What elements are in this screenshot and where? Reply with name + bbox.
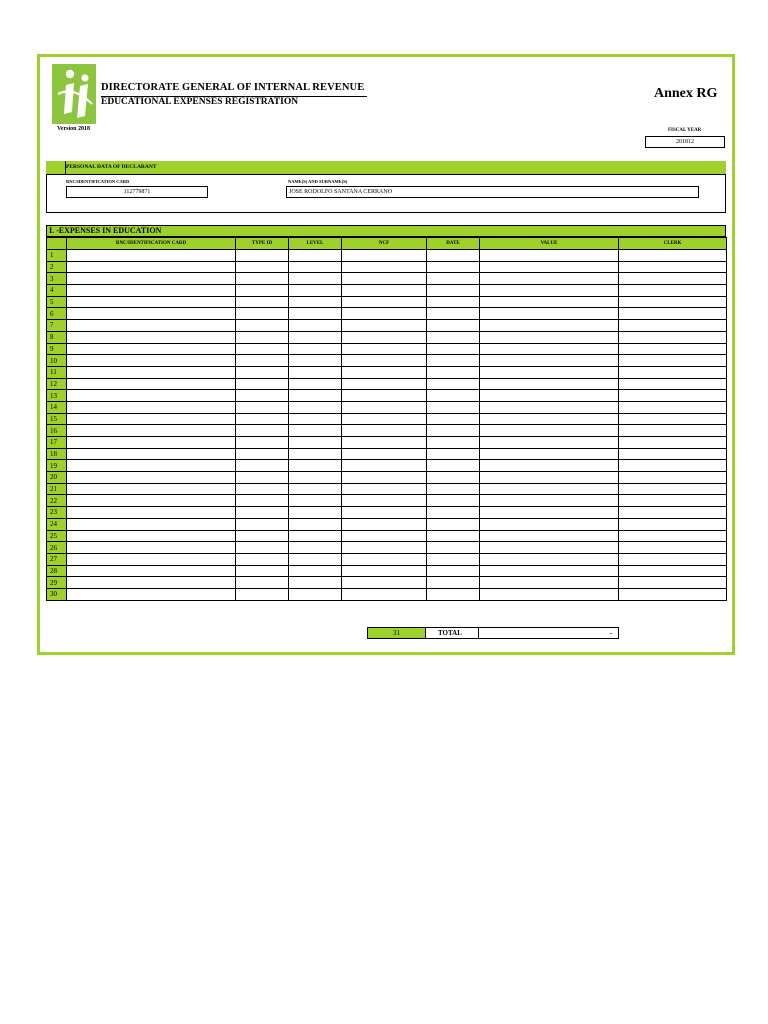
- value-cell[interactable]: [480, 518, 619, 530]
- row-number: 7: [47, 320, 67, 332]
- clerk-cell[interactable]: [619, 261, 727, 273]
- level-cell[interactable]: [289, 437, 342, 449]
- level-cell[interactable]: [289, 296, 342, 308]
- row-number: 18: [47, 448, 67, 460]
- clerk-cell[interactable]: [619, 390, 727, 402]
- clerk-cell[interactable]: [619, 378, 727, 390]
- level-cell[interactable]: [289, 413, 342, 425]
- type-id-cell[interactable]: [236, 366, 289, 378]
- type-id-cell[interactable]: [236, 331, 289, 343]
- ncf-cell[interactable]: [342, 250, 427, 262]
- type-id-cell[interactable]: [236, 437, 289, 449]
- id-cell[interactable]: [67, 273, 236, 285]
- level-cell[interactable]: [289, 507, 342, 519]
- value-cell[interactable]: [480, 425, 619, 437]
- row-number: 27: [47, 553, 67, 565]
- type-id-cell[interactable]: [236, 542, 289, 554]
- value-cell[interactable]: [480, 320, 619, 332]
- table-row: [47, 530, 727, 542]
- expenses-section-title: I. -EXPENSES IN EDUCATION: [46, 225, 726, 237]
- id-cell[interactable]: [67, 320, 236, 332]
- type-id-cell[interactable]: [236, 425, 289, 437]
- date-cell[interactable]: [427, 495, 480, 507]
- level-cell[interactable]: [289, 308, 342, 320]
- table-row: [47, 366, 727, 378]
- form-title: EDUCATIONAL EXPENSES REGISTRATION: [101, 97, 299, 107]
- type-id-cell[interactable]: [236, 448, 289, 460]
- row-number: 26: [47, 542, 67, 554]
- fiscal-year-label: FISCAL YEAR: [668, 128, 702, 133]
- row-number: 23: [47, 507, 67, 519]
- value-cell[interactable]: [480, 495, 619, 507]
- id-cell[interactable]: [67, 390, 236, 402]
- date-cell[interactable]: [427, 448, 480, 460]
- type-id-cell[interactable]: [236, 588, 289, 600]
- date-cell[interactable]: [427, 472, 480, 484]
- id-cell[interactable]: [67, 308, 236, 320]
- value-cell[interactable]: [480, 472, 619, 484]
- table-row: [47, 425, 727, 437]
- clerk-cell[interactable]: [619, 366, 727, 378]
- ncf-cell[interactable]: [342, 285, 427, 297]
- value-cell[interactable]: [480, 553, 619, 565]
- clerk-cell[interactable]: [619, 565, 727, 577]
- row-number: 20: [47, 472, 67, 484]
- type-id-cell[interactable]: [236, 308, 289, 320]
- ncf-cell[interactable]: [342, 437, 427, 449]
- ncf-cell[interactable]: [342, 472, 427, 484]
- date-cell[interactable]: [427, 437, 480, 449]
- ncf-cell[interactable]: [342, 261, 427, 273]
- id-cell[interactable]: [67, 448, 236, 460]
- ncf-cell[interactable]: [342, 553, 427, 565]
- table-row: [47, 507, 727, 519]
- total-label: TOTAL: [426, 627, 479, 639]
- value-cell[interactable]: [480, 483, 619, 495]
- id-cell[interactable]: [67, 588, 236, 600]
- level-cell[interactable]: [289, 553, 342, 565]
- type-id-cell[interactable]: [236, 285, 289, 297]
- col-header-level: LEVEL: [289, 238, 342, 250]
- clerk-cell[interactable]: [619, 577, 727, 589]
- type-id-cell[interactable]: [236, 320, 289, 332]
- clerk-cell[interactable]: [619, 448, 727, 460]
- type-id-cell[interactable]: [236, 296, 289, 308]
- table-row: [47, 448, 727, 460]
- table-row: [47, 495, 727, 507]
- row-number: 10: [47, 355, 67, 367]
- fiscal-year-field[interactable]: 201812: [645, 136, 725, 148]
- clerk-cell[interactable]: [619, 460, 727, 472]
- clerk-cell[interactable]: [619, 588, 727, 600]
- col-header-type-id: TYPE ID: [236, 238, 289, 250]
- table-row: [47, 273, 727, 285]
- row-number: 9: [47, 343, 67, 355]
- type-id-cell[interactable]: [236, 565, 289, 577]
- id-cell[interactable]: [67, 425, 236, 437]
- type-id-cell[interactable]: [236, 378, 289, 390]
- personal-data-title: PERSONAL DATA OF DECLARANT: [66, 161, 726, 175]
- value-cell[interactable]: [480, 273, 619, 285]
- clerk-cell[interactable]: [619, 530, 727, 542]
- value-cell[interactable]: [480, 261, 619, 273]
- id-cell[interactable]: [67, 460, 236, 472]
- type-id-cell[interactable]: [236, 518, 289, 530]
- type-id-cell[interactable]: [236, 250, 289, 262]
- clerk-cell[interactable]: [619, 437, 727, 449]
- id-cell[interactable]: [67, 331, 236, 343]
- level-cell[interactable]: [289, 285, 342, 297]
- date-cell[interactable]: [427, 378, 480, 390]
- col-header-clerk: CLERK: [619, 238, 727, 250]
- value-cell[interactable]: [480, 530, 619, 542]
- value-cell[interactable]: [480, 355, 619, 367]
- table-row: [47, 320, 727, 332]
- row-number: 8: [47, 331, 67, 343]
- date-cell[interactable]: [427, 483, 480, 495]
- table-row: [47, 261, 727, 273]
- ncf-cell[interactable]: [342, 390, 427, 402]
- clerk-cell[interactable]: [619, 308, 727, 320]
- id-cell[interactable]: [67, 495, 236, 507]
- id-cell[interactable]: [67, 401, 236, 413]
- date-cell[interactable]: [427, 331, 480, 343]
- table-row: [47, 553, 727, 565]
- date-cell[interactable]: [427, 530, 480, 542]
- ncf-cell[interactable]: [342, 483, 427, 495]
- value-cell[interactable]: [480, 507, 619, 519]
- clerk-cell[interactable]: [619, 472, 727, 484]
- date-cell[interactable]: [427, 308, 480, 320]
- ncf-cell[interactable]: [342, 320, 427, 332]
- type-id-cell[interactable]: [236, 401, 289, 413]
- value-cell[interactable]: [480, 588, 619, 600]
- row-number: 22: [47, 495, 67, 507]
- table-row: [47, 296, 727, 308]
- ncf-cell[interactable]: [342, 530, 427, 542]
- table-row: [47, 250, 727, 262]
- total-count: 31: [367, 627, 426, 639]
- date-cell[interactable]: [427, 320, 480, 332]
- ncf-cell[interactable]: [342, 296, 427, 308]
- id-cell[interactable]: [67, 518, 236, 530]
- level-cell[interactable]: [289, 425, 342, 437]
- clerk-cell[interactable]: [619, 273, 727, 285]
- id-cell[interactable]: [67, 437, 236, 449]
- id-cell[interactable]: [67, 378, 236, 390]
- clerk-cell[interactable]: [619, 518, 727, 530]
- date-cell[interactable]: [427, 577, 480, 589]
- clerk-cell[interactable]: [619, 413, 727, 425]
- clerk-cell[interactable]: [619, 401, 727, 413]
- level-cell[interactable]: [289, 518, 342, 530]
- row-number: 17: [47, 437, 67, 449]
- ncf-cell[interactable]: [342, 378, 427, 390]
- table-row: [47, 308, 727, 320]
- value-cell[interactable]: [480, 577, 619, 589]
- id-cell[interactable]: [67, 296, 236, 308]
- ncf-cell[interactable]: [342, 425, 427, 437]
- level-cell[interactable]: [289, 495, 342, 507]
- type-id-cell[interactable]: [236, 355, 289, 367]
- header-corner: [47, 238, 67, 250]
- id-cell[interactable]: [67, 553, 236, 565]
- col-header-value: VALUE: [480, 238, 619, 250]
- id-cell[interactable]: [67, 355, 236, 367]
- expenses-table-body: [47, 250, 727, 601]
- clerk-cell[interactable]: [619, 331, 727, 343]
- clerk-cell[interactable]: [619, 553, 727, 565]
- type-id-cell[interactable]: [236, 495, 289, 507]
- level-cell[interactable]: [289, 530, 342, 542]
- clerk-cell[interactable]: [619, 355, 727, 367]
- ncf-cell[interactable]: [342, 308, 427, 320]
- row-number: 28: [47, 565, 67, 577]
- col-header-date: DATE: [427, 238, 480, 250]
- date-cell[interactable]: [427, 460, 480, 472]
- value-cell[interactable]: [480, 413, 619, 425]
- clerk-cell[interactable]: [619, 296, 727, 308]
- date-cell[interactable]: [427, 507, 480, 519]
- id-cell[interactable]: [67, 507, 236, 519]
- date-cell[interactable]: [427, 565, 480, 577]
- row-number: 13: [47, 390, 67, 402]
- name-field[interactable]: JOSE RODOLFO SANTANA CERRANO: [286, 186, 699, 198]
- row-number: 15: [47, 413, 67, 425]
- row-number: 29: [47, 577, 67, 589]
- row-number: 19: [47, 460, 67, 472]
- table-row: [47, 472, 727, 484]
- level-cell[interactable]: [289, 588, 342, 600]
- row-number: 14: [47, 401, 67, 413]
- date-cell[interactable]: [427, 273, 480, 285]
- date-cell[interactable]: [427, 285, 480, 297]
- ncf-cell[interactable]: [342, 448, 427, 460]
- value-cell[interactable]: [480, 343, 619, 355]
- level-cell[interactable]: [289, 483, 342, 495]
- type-id-cell[interactable]: [236, 343, 289, 355]
- table-row: [47, 285, 727, 297]
- ncf-cell[interactable]: [342, 565, 427, 577]
- col-header-ncf: NCF: [342, 238, 427, 250]
- row-number: 12: [47, 378, 67, 390]
- type-id-cell[interactable]: [236, 483, 289, 495]
- value-cell[interactable]: [480, 565, 619, 577]
- table-row: [47, 390, 727, 402]
- id-cell[interactable]: [67, 366, 236, 378]
- expenses-table: [46, 237, 727, 601]
- col-header-id: RNC/IDENTIFICATION CARD: [67, 238, 236, 250]
- table-row: [47, 565, 727, 577]
- date-cell[interactable]: [427, 413, 480, 425]
- row-number: 6: [47, 308, 67, 320]
- id-cell[interactable]: [67, 250, 236, 262]
- row-number: 1: [47, 250, 67, 262]
- level-cell[interactable]: [289, 542, 342, 554]
- type-id-cell[interactable]: [236, 553, 289, 565]
- ncf-cell[interactable]: [342, 460, 427, 472]
- id-cell[interactable]: [67, 530, 236, 542]
- level-cell[interactable]: [289, 355, 342, 367]
- table-row: [47, 542, 727, 554]
- value-cell[interactable]: [480, 308, 619, 320]
- row-number: 21: [47, 483, 67, 495]
- clerk-cell[interactable]: [619, 425, 727, 437]
- table-row: [47, 460, 727, 472]
- value-cell[interactable]: [480, 296, 619, 308]
- table-row: [47, 355, 727, 367]
- level-cell[interactable]: [289, 331, 342, 343]
- table-row: [47, 588, 727, 600]
- id-cell[interactable]: [67, 542, 236, 554]
- ncf-cell[interactable]: [342, 413, 427, 425]
- type-id-cell[interactable]: [236, 261, 289, 273]
- clerk-cell[interactable]: [619, 343, 727, 355]
- table-row: [47, 378, 727, 390]
- row-number: 2: [47, 261, 67, 273]
- date-cell[interactable]: [427, 261, 480, 273]
- table-row: [47, 437, 727, 449]
- table-row: [47, 413, 727, 425]
- id-cell[interactable]: [67, 285, 236, 297]
- row-number: 4: [47, 285, 67, 297]
- value-cell[interactable]: [480, 401, 619, 413]
- type-id-cell[interactable]: [236, 472, 289, 484]
- id-field[interactable]: 112779871: [66, 186, 208, 198]
- clerk-cell[interactable]: [619, 483, 727, 495]
- date-cell[interactable]: [427, 553, 480, 565]
- table-row: [47, 518, 727, 530]
- ncf-cell[interactable]: [342, 343, 427, 355]
- value-cell[interactable]: [480, 542, 619, 554]
- ncf-cell[interactable]: [342, 366, 427, 378]
- date-cell[interactable]: [427, 296, 480, 308]
- level-cell[interactable]: [289, 390, 342, 402]
- value-cell[interactable]: [480, 250, 619, 262]
- value-cell[interactable]: [480, 390, 619, 402]
- date-cell[interactable]: [427, 390, 480, 402]
- level-cell[interactable]: [289, 261, 342, 273]
- level-cell[interactable]: [289, 472, 342, 484]
- id-cell[interactable]: [67, 261, 236, 273]
- type-id-cell[interactable]: [236, 460, 289, 472]
- clerk-cell[interactable]: [619, 495, 727, 507]
- ncf-cell[interactable]: [342, 577, 427, 589]
- level-cell[interactable]: [289, 343, 342, 355]
- level-cell[interactable]: [289, 320, 342, 332]
- type-id-cell[interactable]: [236, 507, 289, 519]
- ncf-cell[interactable]: [342, 495, 427, 507]
- id-cell[interactable]: [67, 577, 236, 589]
- level-cell[interactable]: [289, 250, 342, 262]
- table-row: [47, 343, 727, 355]
- id-cell[interactable]: [67, 483, 236, 495]
- ncf-cell[interactable]: [342, 331, 427, 343]
- ncf-cell[interactable]: [342, 355, 427, 367]
- level-cell[interactable]: [289, 448, 342, 460]
- version-label: Version 2018: [57, 126, 90, 132]
- table-row: [47, 483, 727, 495]
- level-cell[interactable]: [289, 378, 342, 390]
- ncf-cell[interactable]: [342, 518, 427, 530]
- row-number: 5: [47, 296, 67, 308]
- clerk-cell[interactable]: [619, 285, 727, 297]
- level-cell[interactable]: [289, 577, 342, 589]
- annex-title: Annex RG: [654, 86, 718, 101]
- clerk-cell[interactable]: [619, 320, 727, 332]
- clerk-cell[interactable]: [619, 542, 727, 554]
- date-cell[interactable]: [427, 425, 480, 437]
- level-cell[interactable]: [289, 401, 342, 413]
- value-cell[interactable]: [480, 366, 619, 378]
- table-row: [47, 331, 727, 343]
- level-cell[interactable]: [289, 366, 342, 378]
- date-cell[interactable]: [427, 588, 480, 600]
- type-id-cell[interactable]: [236, 413, 289, 425]
- org-title: DIRECTORATE GENERAL OF INTERNAL REVENUE: [101, 82, 365, 93]
- name-label: NAME(S) AND SURNAME(S): [288, 179, 348, 184]
- value-cell[interactable]: [480, 448, 619, 460]
- value-cell[interactable]: [480, 285, 619, 297]
- personal-data-marker: [46, 161, 66, 175]
- ncf-cell[interactable]: [342, 273, 427, 285]
- id-cell[interactable]: [67, 413, 236, 425]
- date-cell[interactable]: [427, 401, 480, 413]
- level-cell[interactable]: [289, 460, 342, 472]
- date-cell[interactable]: [427, 355, 480, 367]
- date-cell[interactable]: [427, 542, 480, 554]
- id-cell[interactable]: [67, 343, 236, 355]
- row-number: 16: [47, 425, 67, 437]
- table-row: [47, 401, 727, 413]
- ncf-cell[interactable]: [342, 542, 427, 554]
- table-row: [47, 577, 727, 589]
- row-number: 25: [47, 530, 67, 542]
- ncf-cell[interactable]: [342, 507, 427, 519]
- type-id-cell[interactable]: [236, 577, 289, 589]
- level-cell[interactable]: [289, 565, 342, 577]
- date-cell[interactable]: [427, 518, 480, 530]
- type-id-cell[interactable]: [236, 273, 289, 285]
- date-cell[interactable]: [427, 250, 480, 262]
- date-cell[interactable]: [427, 343, 480, 355]
- id-cell[interactable]: [67, 565, 236, 577]
- clerk-cell[interactable]: [619, 507, 727, 519]
- type-id-cell[interactable]: [236, 530, 289, 542]
- type-id-cell[interactable]: [236, 390, 289, 402]
- level-cell[interactable]: [289, 273, 342, 285]
- total-value: -: [479, 627, 619, 639]
- value-cell[interactable]: [480, 378, 619, 390]
- value-cell[interactable]: [480, 437, 619, 449]
- row-number: 24: [47, 518, 67, 530]
- row-number: 3: [47, 273, 67, 285]
- table-header-row: [47, 238, 727, 250]
- row-number: 11: [47, 366, 67, 378]
- row-number: 30: [47, 588, 67, 600]
- dgii-logo: [52, 64, 96, 124]
- value-cell[interactable]: [480, 331, 619, 343]
- date-cell[interactable]: [427, 366, 480, 378]
- id-label: RNC/IDENTIFICATION CARD: [66, 179, 130, 184]
- ncf-cell[interactable]: [342, 588, 427, 600]
- value-cell[interactable]: [480, 460, 619, 472]
- id-cell[interactable]: [67, 472, 236, 484]
- clerk-cell[interactable]: [619, 250, 727, 262]
- ncf-cell[interactable]: [342, 401, 427, 413]
